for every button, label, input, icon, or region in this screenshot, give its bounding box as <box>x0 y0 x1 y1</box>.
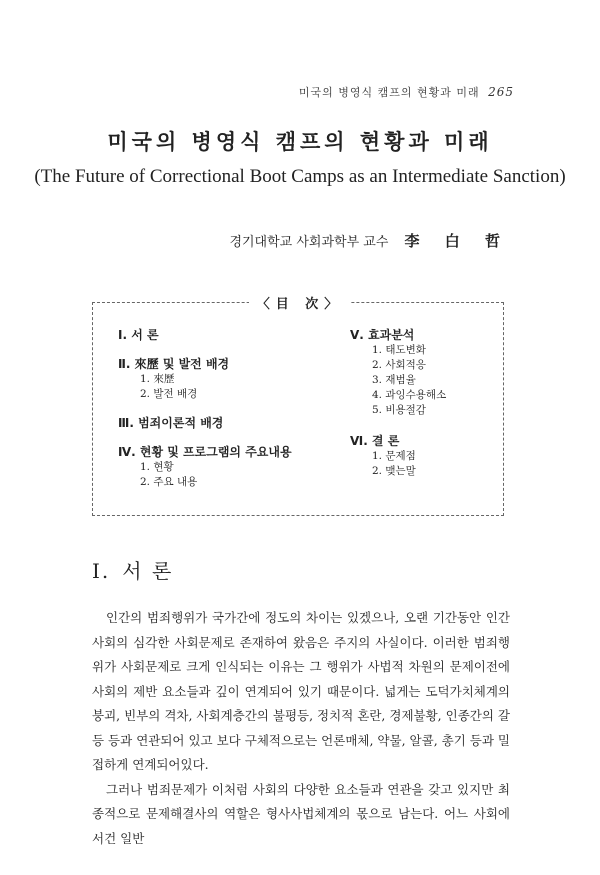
paragraph: 그러나 범죄문제가 이처럼 사회의 다양한 요소들과 연관을 갖고 있지만 최종적으로 문제해결사의 역할은 형사사법체계의 몫으로 남는다. 어느 사회에서건 일반 <box>92 781 510 846</box>
toc-entry-label: Ⅰ. 서 론 <box>118 328 159 342</box>
paragraph: 인간의 범죄행위가 국가간에 정도의 차이는 있겠으나, 오랜 기간동안 인간사회의 심각한 사회문제로 존재하여 왔음은 주지의 사실이다. 이러한 범죄행위가 사회문제로 크게 인식되는 이유는 그 행위가 사법적 차원의 문제이전에 사회의 제반 요소들과 깊이 연계되어 있기 때문이다. 넓게는 도덕가치체계의 붕괴, 빈부의 격차, 사회계층간의 불평등, 정치적 혼란, 경제불황, 인종간의 갈등 등과 연관되어 있고 보다 구체적으로는 언론매체, 약물, 알콜, 총기 등과 밀접하게 연계되어있다. <box>92 610 510 772</box>
toc-sub-item: 2. 맺는말 <box>372 465 416 477</box>
running-head <box>299 84 514 100</box>
toc-sub-item: 1. 현황 <box>140 461 174 473</box>
toc-sub-item: 2. 발전 배경 <box>140 388 198 400</box>
toc-sub-item: 4. 과잉수용해소 <box>372 389 447 401</box>
toc-entry-label: Ⅳ. 현황 및 프로그램의 주요내용 <box>118 445 292 459</box>
toc-sub-item: 3. 재범율 <box>372 374 416 386</box>
toc-sub-item: 1. 태도변화 <box>372 344 426 356</box>
paper-subtitle: (The Future of Correctional Boot Camps as an Intermediate Sanction) <box>34 166 566 187</box>
toc-right-column <box>350 326 446 491</box>
toc-entry <box>118 443 292 490</box>
toc-sub-item: 5. 비용절감 <box>372 404 426 416</box>
section-heading <box>92 555 173 584</box>
toc-sub-item: 2. 사회적응 <box>372 359 426 371</box>
section-number: Ⅰ. <box>92 559 111 583</box>
author-line <box>229 230 510 251</box>
toc-entry-label: Ⅱ. 來歷 및 발전 배경 <box>118 357 230 371</box>
toc-entry-label: Ⅵ. 결 론 <box>350 434 400 448</box>
toc-left-column <box>118 326 292 502</box>
toc-entry <box>118 326 292 343</box>
toc-entry <box>118 414 292 431</box>
author-affiliation: 경기대학교 사회과학부 교수 <box>229 235 389 250</box>
toc-entry <box>350 326 446 418</box>
running-head-text: 미국의 병영식 캠프의 현황과 미래 <box>298 86 480 99</box>
toc-heading <box>0 293 600 312</box>
toc-sub-item: 1. 문제점 <box>372 450 416 462</box>
toc-entry <box>118 355 292 402</box>
toc-sub-item: 1. 來歷 <box>140 373 175 385</box>
section-title: 서 론 <box>122 559 174 583</box>
paper-title: 미국의 병영식 캠프의 현황과 미래 <box>107 130 493 154</box>
author-name: 李 白 哲 <box>404 232 510 250</box>
page-number: 265 <box>488 85 514 99</box>
toc-sub-item: 2. 주요 내용 <box>140 476 198 488</box>
toc-entry-label: Ⅲ. 범죄이론적 배경 <box>118 416 224 430</box>
toc-heading-text: 〈目 次〉 <box>249 297 352 312</box>
toc-entry <box>350 432 446 479</box>
toc-entry-label: Ⅴ. 효과분석 <box>350 328 415 342</box>
body-text <box>92 606 510 851</box>
